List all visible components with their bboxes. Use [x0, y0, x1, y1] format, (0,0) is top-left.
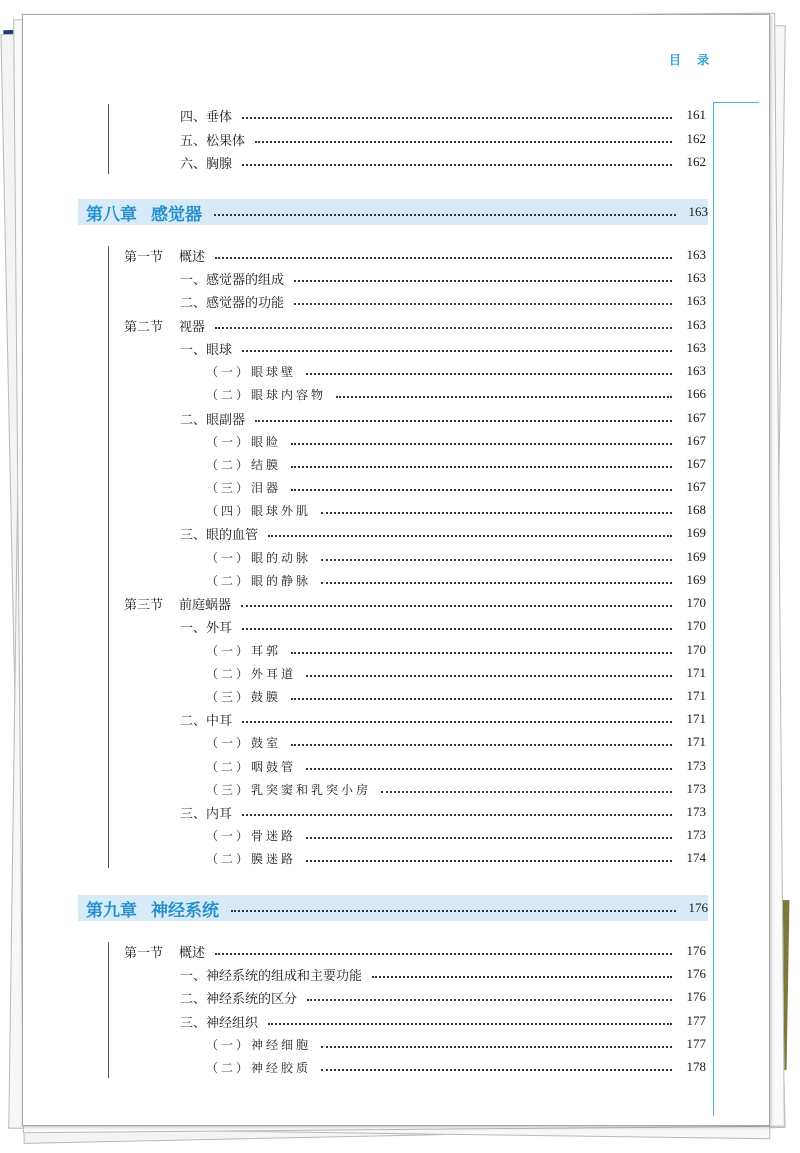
- section-number: 第一节: [124, 945, 164, 961]
- entry-label: （三）泪器: [206, 480, 282, 495]
- toc-entry[interactable]: [206, 431, 706, 451]
- entry-page: 173: [686, 758, 706, 773]
- entry-page: 163: [686, 270, 706, 285]
- margin-rule-vertical: [713, 102, 714, 1116]
- toc-entry[interactable]: [206, 732, 706, 752]
- section-number: 第二节: [124, 319, 164, 335]
- toc-entry[interactable]: [180, 338, 706, 358]
- entry-page: 163: [686, 247, 706, 262]
- entry-page: 176: [686, 943, 706, 958]
- toc-entry[interactable]: [180, 964, 706, 984]
- entry-page: 167: [686, 433, 706, 448]
- entry-label: 四、垂体: [180, 109, 233, 125]
- toc-entry[interactable]: [206, 686, 706, 706]
- entry-label: [124, 594, 231, 613]
- entry-page: 169: [686, 549, 706, 564]
- toc-entry[interactable]: [124, 941, 706, 961]
- entry-page: 162: [686, 154, 706, 169]
- toc-entry[interactable]: [180, 268, 706, 288]
- leader-dots: [291, 698, 672, 700]
- entry-page: 162: [686, 131, 706, 146]
- entry-label: （一）眼的动脉: [206, 550, 312, 565]
- leader-dots: [291, 489, 672, 491]
- chapter-name: 感觉器: [151, 204, 202, 225]
- toc-entry[interactable]: [206, 825, 706, 845]
- leader-dots: [381, 791, 672, 793]
- entry-page: 169: [686, 525, 706, 540]
- chapter-heading-9[interactable]: [78, 895, 708, 921]
- leader-dots: [294, 280, 672, 282]
- toc-entry[interactable]: [206, 640, 706, 660]
- toc-entry[interactable]: [206, 547, 706, 567]
- toc-entry[interactable]: [206, 779, 706, 799]
- section-number: 第一节: [124, 249, 164, 265]
- toc-entry[interactable]: [206, 361, 706, 381]
- toc-entry[interactable]: [180, 152, 706, 172]
- entry-label: （二）外耳道: [206, 666, 297, 681]
- leader-dots: [321, 559, 672, 561]
- toc-entry[interactable]: [180, 291, 706, 311]
- leader-dots: [321, 582, 672, 584]
- leader-dots: [255, 420, 672, 422]
- leader-dots: [291, 652, 672, 654]
- entry-page: 167: [686, 410, 706, 425]
- leader-dots: [215, 327, 672, 329]
- section-title: 视器: [179, 319, 206, 335]
- indent-rule-chapter9: [108, 942, 109, 1078]
- leader-dots: [291, 744, 672, 746]
- entry-page: 174: [686, 850, 706, 865]
- leader-dots: [307, 999, 672, 1001]
- leader-dots: [306, 373, 672, 375]
- chapter-page: 163: [688, 204, 708, 219]
- entry-page: 170: [686, 595, 706, 610]
- leader-dots: [268, 1023, 672, 1025]
- toc-entry[interactable]: [206, 1057, 706, 1077]
- entry-page: 177: [686, 1013, 706, 1028]
- toc-entry[interactable]: [206, 756, 706, 776]
- leader-dots: [242, 350, 672, 352]
- toc-entry[interactable]: [206, 384, 706, 404]
- entry-label: （一）鼓室: [206, 735, 282, 750]
- chapter-title: [78, 896, 219, 921]
- toc-entry[interactable]: [206, 848, 706, 868]
- entry-label: [124, 942, 205, 961]
- entry-page: 161: [686, 107, 706, 122]
- entry-page: 163: [686, 317, 706, 332]
- toc-entry[interactable]: [180, 129, 706, 149]
- entry-page: 177: [686, 1036, 706, 1051]
- entry-page: 167: [686, 456, 706, 471]
- entry-label: （三）乳突窦和乳突小房: [206, 782, 372, 797]
- entry-page: 163: [686, 293, 706, 308]
- entry-label: [124, 316, 205, 335]
- entry-page: 176: [686, 989, 706, 1004]
- entry-page: 168: [686, 502, 706, 517]
- entry-page: 171: [686, 711, 706, 726]
- entry-page: 167: [686, 479, 706, 494]
- entry-page: 171: [686, 734, 706, 749]
- entry-label: （二）眼的静脉: [206, 573, 312, 588]
- section-title: 概述: [179, 945, 206, 961]
- leader-dots: [242, 117, 672, 119]
- entry-label: （二）神经胶质: [206, 1060, 312, 1075]
- leader-dots: [215, 257, 672, 259]
- entry-label: [124, 246, 205, 265]
- chapter-number: 第八章: [86, 204, 137, 225]
- indent-rule-chapter8: [108, 246, 109, 868]
- leader-dots: [306, 675, 672, 677]
- leader-dots: [291, 443, 672, 445]
- leader-dots: [306, 837, 672, 839]
- entry-label: 三、眼的血管: [180, 527, 259, 543]
- entry-page: 170: [686, 642, 706, 657]
- chapter-page: 176: [688, 900, 708, 915]
- page-header-label: 目 录: [669, 53, 716, 67]
- toc-entry[interactable]: [180, 616, 706, 636]
- entry-page: 166: [686, 386, 706, 401]
- entry-label: 一、眼球: [180, 342, 233, 358]
- leader-dots: [255, 141, 672, 143]
- chapter-name: 神经系统: [151, 900, 219, 921]
- entry-label: 一、外耳: [180, 620, 233, 636]
- entry-label: （二）眼球内容物: [206, 387, 327, 402]
- entry-label: （二）咽鼓管: [206, 759, 297, 774]
- entry-page: 176: [686, 966, 706, 981]
- chapter-heading-8[interactable]: [78, 199, 708, 225]
- entry-page: 163: [686, 363, 706, 378]
- entry-label: 三、神经组织: [180, 1015, 259, 1031]
- leader-dots: [241, 605, 672, 607]
- toc-entry[interactable]: [124, 315, 706, 335]
- entry-label: （二）结膜: [206, 457, 282, 472]
- entry-label: （三）鼓膜: [206, 689, 282, 704]
- leader-dots: [321, 1046, 672, 1048]
- toc-entry[interactable]: [206, 500, 706, 520]
- entry-page: 171: [686, 665, 706, 680]
- leader-dots: [214, 214, 676, 216]
- toc-entry[interactable]: [206, 570, 706, 590]
- toc-entry[interactable]: [180, 709, 706, 729]
- toc-entry[interactable]: [124, 593, 706, 613]
- leader-dots: [321, 512, 672, 514]
- toc-entry[interactable]: [124, 245, 706, 265]
- leader-dots: [294, 303, 672, 305]
- leader-dots: [268, 535, 672, 537]
- toc-entry[interactable]: [180, 105, 706, 125]
- entry-label: （一）骨迷路: [206, 828, 297, 843]
- leader-dots: [372, 976, 672, 978]
- toc-entry[interactable]: [180, 987, 706, 1007]
- leader-dots: [306, 768, 672, 770]
- entry-label: 二、眼副器: [180, 412, 246, 428]
- entry-label: 二、中耳: [180, 713, 233, 729]
- entry-page: 173: [686, 804, 706, 819]
- toc-entry[interactable]: [206, 477, 706, 497]
- entry-label: （一）眼球壁: [206, 364, 297, 379]
- leader-dots: [242, 814, 672, 816]
- leader-dots: [215, 953, 672, 955]
- entry-page: 169: [686, 572, 706, 587]
- entry-label: 五、松果体: [180, 133, 246, 149]
- toc-entry[interactable]: [180, 802, 706, 822]
- leader-dots: [291, 466, 672, 468]
- toc-entry[interactable]: [180, 408, 706, 428]
- entry-page: 178: [686, 1059, 706, 1074]
- entry-page: 170: [686, 618, 706, 633]
- leader-dots: [306, 860, 672, 862]
- toc-entry[interactable]: [206, 454, 706, 474]
- entry-label: 二、神经系统的区分: [180, 991, 298, 1007]
- entry-page: 173: [686, 781, 706, 796]
- section-title: 概述: [179, 249, 206, 265]
- entry-label: （四）眼球外肌: [206, 503, 312, 518]
- section-number: 第三节: [124, 597, 164, 613]
- entry-label: 六、胸腺: [180, 156, 233, 172]
- entry-page: 171: [686, 688, 706, 703]
- leader-dots: [321, 1069, 672, 1071]
- indent-rule-top: [108, 104, 109, 174]
- toc-entry[interactable]: [206, 663, 706, 683]
- section-title: 前庭蜗器: [179, 597, 232, 613]
- chapter-number: 第九章: [86, 900, 137, 921]
- toc-entry[interactable]: [180, 1011, 706, 1031]
- entry-label: 三、内耳: [180, 806, 233, 822]
- entry-label: （一）耳郭: [206, 643, 282, 658]
- toc-entry[interactable]: [206, 1034, 706, 1054]
- entry-label: 一、神经系统的组成和主要功能: [180, 968, 363, 984]
- entry-label: （二）膜迷路: [206, 851, 297, 866]
- leader-dots: [242, 628, 672, 630]
- toc-entry[interactable]: [180, 523, 706, 543]
- entry-label: 一、感觉器的组成: [180, 272, 285, 288]
- leader-dots: [231, 910, 676, 912]
- entry-label: （一）眼睑: [206, 434, 282, 449]
- entry-page: 173: [686, 827, 706, 842]
- leader-dots: [336, 396, 672, 398]
- entry-label: （一）神经细胞: [206, 1037, 312, 1052]
- entry-label: 二、感觉器的功能: [180, 295, 285, 311]
- chapter-title: [78, 200, 202, 225]
- leader-dots: [242, 721, 672, 723]
- margin-rule-horizontal: [713, 102, 759, 103]
- leader-dots: [242, 164, 672, 166]
- entry-page: 163: [686, 340, 706, 355]
